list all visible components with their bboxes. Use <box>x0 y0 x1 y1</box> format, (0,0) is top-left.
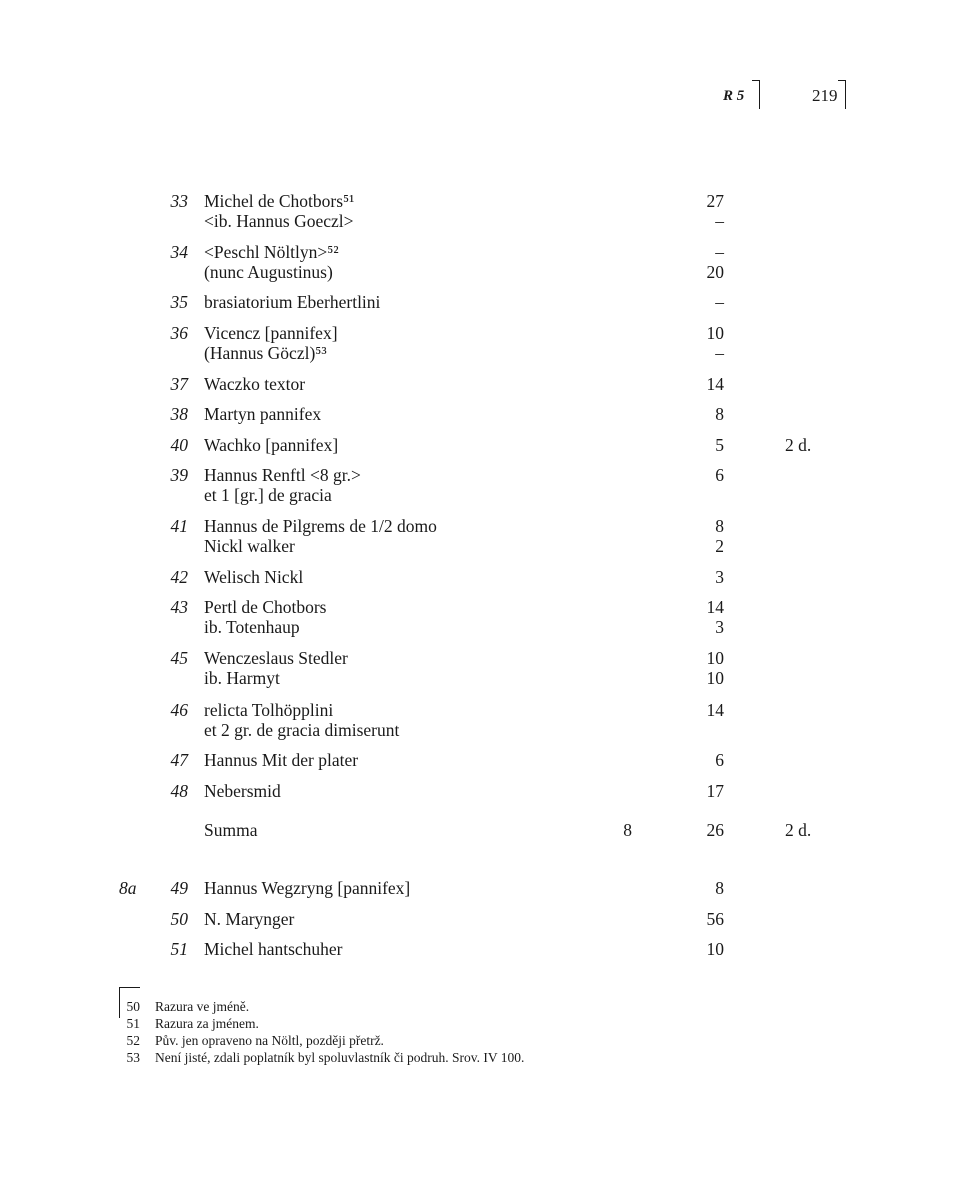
footnote-text: Pův. jen opraveno na Nöltl, později přetrž. <box>155 1033 384 1048</box>
entry-number: 35 <box>170 292 188 312</box>
entry-amount: 8 <box>715 878 724 898</box>
entry-line <box>0 648 960 668</box>
footnote-text: Razura ve jméně. <box>155 999 250 1014</box>
summa-label: Summa <box>204 820 258 840</box>
entry-line <box>0 700 960 720</box>
entry-amount: 5 <box>715 435 724 455</box>
entry-number: 34 <box>170 242 188 262</box>
entry-number: 46 <box>170 700 188 720</box>
footnote <box>0 1049 960 1066</box>
entry-amount: 6 <box>715 465 724 485</box>
entry-line <box>0 191 960 211</box>
entry-amount: – <box>715 292 724 312</box>
entry-number: 47 <box>170 750 188 770</box>
entry-number: 50 <box>170 909 188 929</box>
entry-text: Nickl walker <box>204 536 295 556</box>
footnote-number: 52 <box>126 1033 140 1048</box>
entry-number: 43 <box>170 597 188 617</box>
entry-amount: – <box>715 211 724 231</box>
summa-denarii: 2 d. <box>785 820 812 840</box>
entry-number: 48 <box>170 781 188 801</box>
entry-number: 51 <box>170 939 188 959</box>
entry-amount: 14 <box>706 374 724 394</box>
entry-number: 39 <box>170 465 188 485</box>
entry-text: Martyn pannifex <box>204 404 322 424</box>
footnote <box>0 998 960 1015</box>
entry-line <box>0 435 960 455</box>
entry-line <box>0 374 960 394</box>
entry-amount: 3 <box>715 567 724 587</box>
entry-text: et 2 gr. de gracia dimiserunt <box>204 720 400 740</box>
entry-number: 36 <box>170 323 188 343</box>
entry-amount: 10 <box>706 648 724 668</box>
entry-line <box>0 242 960 262</box>
entry-text: Michel hantschuher <box>204 939 343 959</box>
entry-text: ib. Totenhaup <box>204 617 300 637</box>
entry-line <box>0 292 960 312</box>
page-number-corner-mark <box>838 80 846 109</box>
entry-amount: 8 <box>715 404 724 424</box>
entry-text: (nunc Augustinus) <box>204 262 333 282</box>
entry-number: 37 <box>170 374 188 394</box>
entry-text: Michel de Chotbors⁵¹ <box>204 191 355 211</box>
entry-line <box>0 781 960 801</box>
folio-marker: 8a <box>119 878 137 898</box>
entry-number: 33 <box>170 191 188 211</box>
entry-amount: 6 <box>715 750 724 770</box>
footnote <box>0 1032 960 1049</box>
entry-number: 45 <box>170 648 188 668</box>
entry-line <box>0 404 960 424</box>
footnote-number: 50 <box>126 999 140 1014</box>
entry-text: brasiatorium Eberhertlini <box>204 292 381 312</box>
entry-text: (Hannus Göczl)⁵³ <box>204 343 327 363</box>
summa-groschen: 26 <box>706 820 724 840</box>
entry-line <box>0 516 960 536</box>
signature-corner-mark <box>752 80 760 109</box>
entry-text: Pertl de Chotbors <box>204 597 327 617</box>
footnote <box>0 1015 960 1032</box>
entry-amount: 56 <box>706 909 724 929</box>
entry-line <box>0 465 960 485</box>
entry-line <box>0 567 960 587</box>
entry-line <box>0 720 960 740</box>
summa-line <box>0 820 960 840</box>
entry-amount: 10 <box>706 323 724 343</box>
entry-number: 41 <box>170 516 188 536</box>
section-signature: R 5 <box>723 88 745 104</box>
entry-text: Hannus de Pilgrems de 1/2 domo <box>204 516 437 536</box>
entry-line <box>0 485 960 505</box>
entry-line <box>0 323 960 343</box>
entry-amount: 2 <box>715 536 724 556</box>
entry-text: <ib. Hannus Goeczl> <box>204 211 354 231</box>
entry-line <box>0 536 960 556</box>
footnote-number: 53 <box>126 1050 140 1065</box>
entry-amount: 17 <box>706 781 724 801</box>
entry-amount: – <box>715 343 724 363</box>
entry-number: 42 <box>170 567 188 587</box>
entry-number: 49 <box>170 878 188 898</box>
entry-line <box>0 262 960 282</box>
entry-text: ib. Harmyt <box>204 668 280 688</box>
entry-text: <Peschl Nöltlyn>⁵² <box>204 242 339 262</box>
entry-denarii: 2 d. <box>785 435 812 455</box>
entry-text: Nebersmid <box>204 781 281 801</box>
entry-line <box>0 597 960 617</box>
footnote-text: Razura za jménem. <box>155 1016 259 1031</box>
summa-marks: 8 <box>623 820 632 840</box>
entry-text: Wachko [pannifex] <box>204 435 339 455</box>
footnote-text: Není jisté, zdali poplatník byl spoluvlastník či podruh. Srov. IV 100. <box>155 1050 525 1065</box>
entry-text: Wenczeslaus Stedler <box>204 648 348 668</box>
entry-amount: 10 <box>706 668 724 688</box>
entry-text: Hannus Mit der plater <box>204 750 359 770</box>
entry-amount: 10 <box>706 939 724 959</box>
entry-text: N. Marynger <box>204 909 295 929</box>
entry-text: relicta Tolhöpplini <box>204 700 334 720</box>
entry-amount: 27 <box>706 191 724 211</box>
entry-line <box>0 617 960 637</box>
footnote-number: 51 <box>126 1016 140 1031</box>
entry-line <box>0 939 960 959</box>
entry-amount: 14 <box>706 597 724 617</box>
entry-amount: 14 <box>706 700 724 720</box>
entry-line <box>0 750 960 770</box>
page-number: 219 <box>812 86 838 105</box>
entry-amount: – <box>715 242 724 262</box>
entry-text: Hannus Renftl <8 gr.> <box>204 465 361 485</box>
entry-text: Hannus Wegzryng [pannifex] <box>204 878 411 898</box>
entry-line <box>0 343 960 363</box>
entry-line <box>0 668 960 688</box>
entry-line <box>0 909 960 929</box>
entry-amount: 3 <box>715 617 724 637</box>
entry-text: et 1 [gr.] de gracia <box>204 485 332 505</box>
entry-amount: 8 <box>715 516 724 536</box>
entry-amount: 20 <box>706 262 724 282</box>
entry-line <box>0 211 960 231</box>
entry-line <box>0 878 960 898</box>
entry-text: Welisch Nickl <box>204 567 304 587</box>
entry-text: Vicencz [pannifex] <box>204 323 338 343</box>
entry-text: Waczko textor <box>204 374 306 394</box>
entry-number: 38 <box>170 404 188 424</box>
entry-number: 40 <box>170 435 188 455</box>
